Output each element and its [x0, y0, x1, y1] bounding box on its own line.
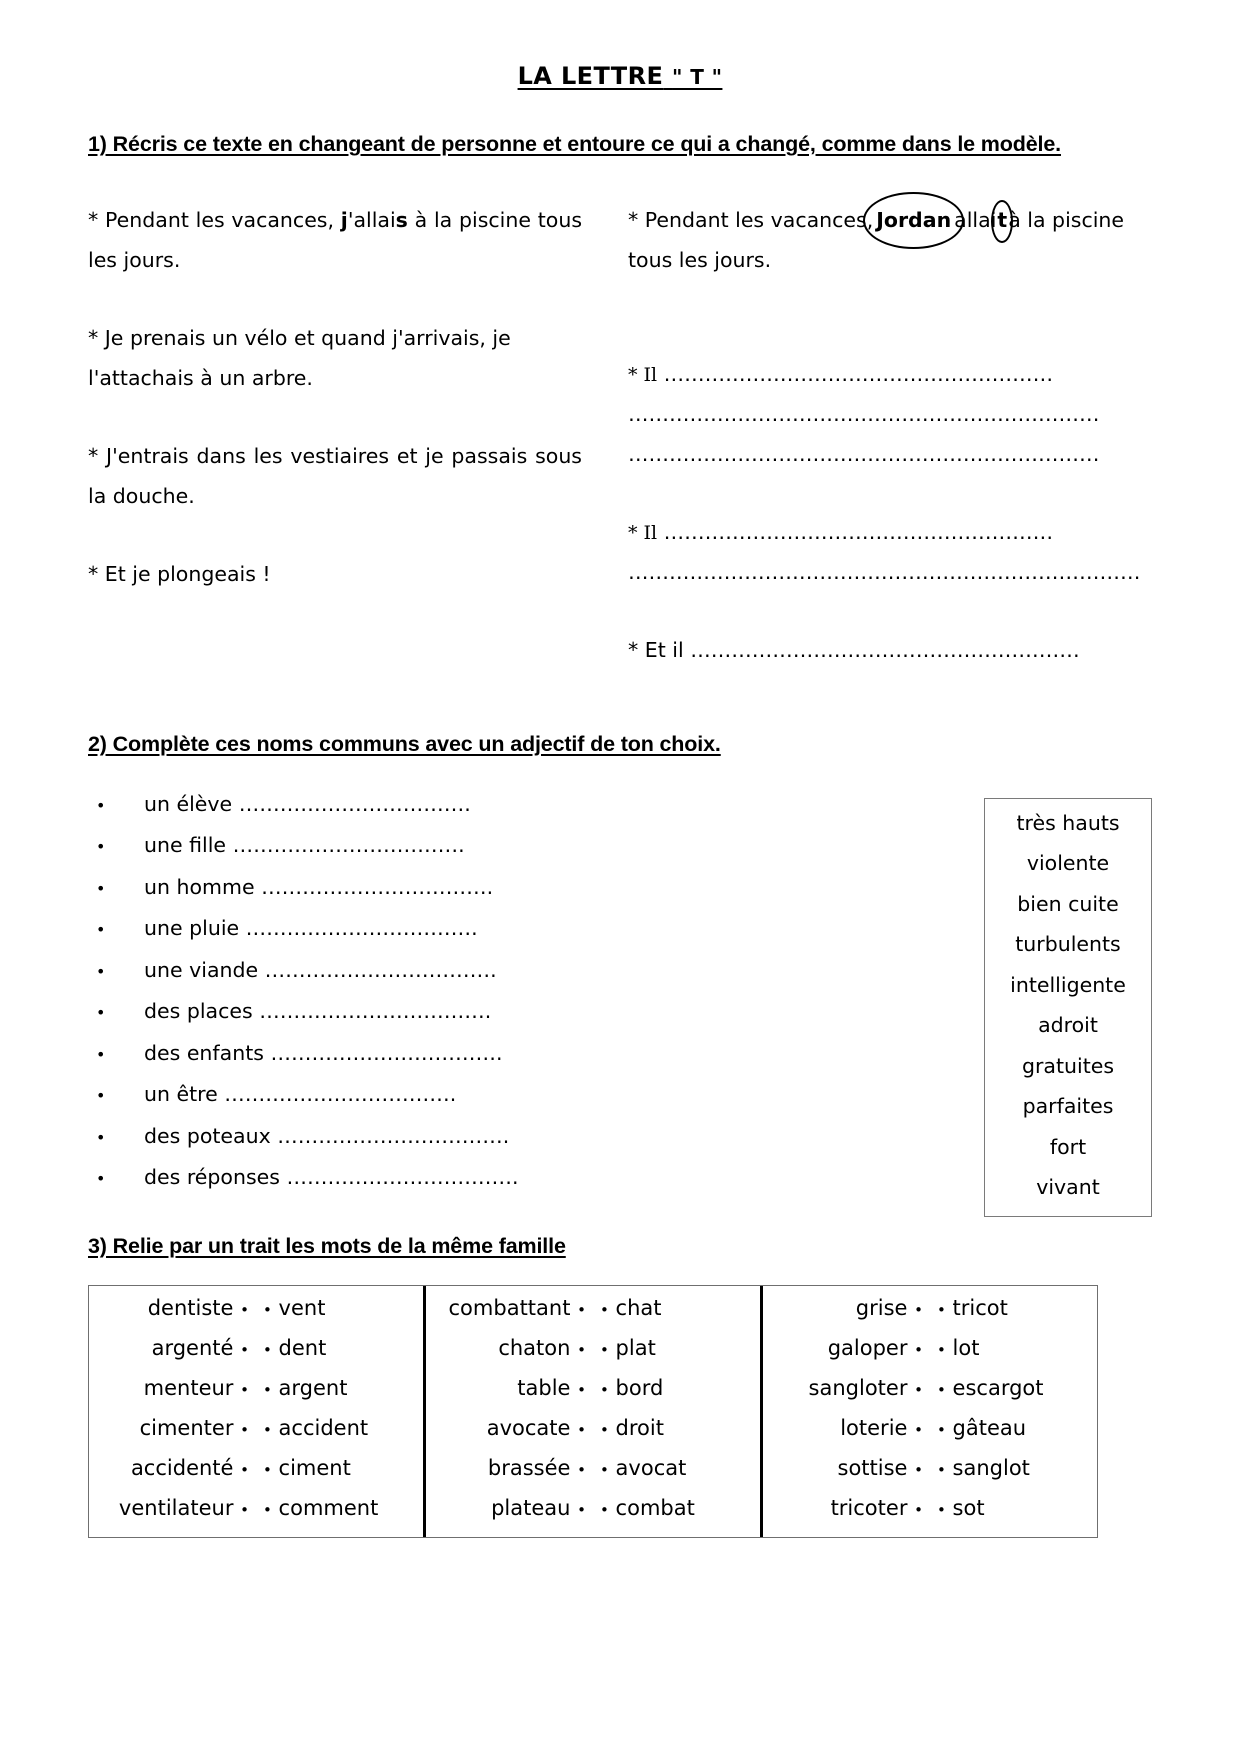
- matching-column-2: [423, 1286, 760, 1537]
- word-left-label: avocate: [486, 1416, 571, 1441]
- word-left-label: tricoter: [830, 1496, 908, 1521]
- word-right[interactable]: [930, 1378, 1087, 1399]
- dotted-fill-2-1: …………………………………………………: [663, 362, 1054, 387]
- word-left[interactable]: [99, 1338, 256, 1359]
- answer-prefix-et-il: * Et il: [628, 638, 684, 663]
- bullet-icon: •: [96, 1169, 106, 1189]
- model-sentence-1-b: 'allai: [347, 208, 396, 233]
- word-left[interactable]: [436, 1418, 593, 1439]
- word-left-label: dentiste: [147, 1296, 234, 1321]
- connector-dot-left-icon[interactable]: •: [914, 1501, 923, 1520]
- connector-dot-left-icon[interactable]: •: [240, 1341, 249, 1360]
- noun-label: un être: [144, 1082, 218, 1107]
- connector-dot-right-icon[interactable]: •: [263, 1381, 272, 1400]
- noun-blank-list: [88, 791, 960, 1209]
- noun-label: une pluie: [144, 916, 240, 941]
- connector-dot-right-icon[interactable]: •: [263, 1461, 272, 1480]
- word-left[interactable]: [773, 1458, 930, 1479]
- spacer-1: [628, 319, 1152, 355]
- bullet-icon: •: [96, 795, 106, 815]
- word-left-label: combattant: [448, 1296, 571, 1321]
- list-item[interactable]: [88, 1040, 960, 1065]
- exercise-1-heading: 1) Récris ce texte en changeant de personne et entoure ce qui a changé, comme dans le modèle.: [88, 131, 1061, 156]
- connector-dot-left-icon[interactable]: •: [914, 1341, 923, 1360]
- word-right-label: argent: [278, 1376, 348, 1401]
- connector-dot-left-icon[interactable]: •: [577, 1301, 586, 1320]
- bullet-icon: •: [96, 837, 106, 857]
- word-left-label: loterie: [840, 1416, 908, 1441]
- word-left-label: sottise: [837, 1456, 908, 1481]
- table-row[interactable]: [436, 1418, 750, 1439]
- word-right[interactable]: [256, 1338, 413, 1359]
- word-right-label: escargot: [952, 1376, 1044, 1401]
- word-left[interactable]: [99, 1458, 256, 1479]
- noun-label: des enfants: [144, 1040, 264, 1065]
- list-item-text: [144, 1123, 510, 1148]
- table-row[interactable]: [436, 1498, 750, 1519]
- connector-dot-right-icon[interactable]: •: [600, 1501, 609, 1520]
- word-left-label: galoper: [827, 1336, 908, 1361]
- list-item[interactable]: [88, 791, 960, 816]
- source-sentence-2: * Je prenais un vélo et quand j'arrivais, je l'attachais à un arbre.: [88, 326, 511, 391]
- word-right[interactable]: [256, 1418, 413, 1439]
- word-left[interactable]: [99, 1498, 256, 1519]
- connector-dot-right-icon[interactable]: •: [600, 1421, 609, 1440]
- word-left-label: menteur: [143, 1376, 234, 1401]
- word-right-label: sanglot: [952, 1456, 1030, 1481]
- connector-dot-left-icon[interactable]: •: [914, 1421, 923, 1440]
- word-family-matching-table: [88, 1285, 1098, 1538]
- connector-dot-left-icon[interactable]: •: [914, 1381, 923, 1400]
- word-right[interactable]: [593, 1498, 750, 1519]
- page-title-quoted: " T ": [672, 65, 723, 89]
- connector-dot-right-icon[interactable]: •: [600, 1461, 609, 1480]
- word-bank-item[interactable]: turbulents: [1015, 932, 1121, 957]
- answer-blank-3-line-2[interactable]: …………………………………………………………………: [628, 560, 1141, 585]
- word-left[interactable]: [436, 1458, 593, 1479]
- connector-dot-left-icon[interactable]: •: [577, 1501, 586, 1520]
- noun-label: des réponses: [144, 1165, 280, 1190]
- spacer-before-ex2: [88, 671, 1152, 729]
- answer-blank-2-line-3[interactable]: ……………………………………………………………: [628, 442, 1100, 467]
- exercise-2-heading: 2) Complète ces noms communs avec un adjectif de ton choix.: [88, 732, 721, 757]
- word-left-label: accidenté: [130, 1456, 234, 1481]
- word-left-label: chaton: [498, 1336, 571, 1361]
- noun-label: une viande: [144, 957, 259, 982]
- word-left-label: cimenter: [139, 1416, 234, 1441]
- spacer-3: [628, 593, 1152, 631]
- word-right[interactable]: [930, 1458, 1087, 1479]
- table-row[interactable]: [99, 1298, 413, 1319]
- word-left[interactable]: [773, 1338, 930, 1359]
- list-item[interactable]: [88, 957, 960, 982]
- word-right-label: gâteau: [952, 1416, 1027, 1441]
- connector-dot-right-icon[interactable]: •: [937, 1421, 946, 1440]
- word-left[interactable]: [99, 1378, 256, 1399]
- answer-sentence-1-c: à la piscine tous les jours.: [628, 208, 1125, 273]
- table-row[interactable]: [99, 1378, 413, 1399]
- connector-dot-right-icon[interactable]: •: [263, 1341, 272, 1360]
- table-row[interactable]: [436, 1298, 750, 1319]
- connector-dot-right-icon[interactable]: •: [937, 1461, 946, 1480]
- answer-sentence-1-b: allai: [954, 208, 997, 233]
- answer-blank-group-3[interactable]: [628, 513, 1152, 593]
- word-right-label: combat: [615, 1496, 695, 1521]
- dotted-blank: …………………………….: [277, 1123, 510, 1148]
- word-left-label: table: [517, 1376, 571, 1401]
- noun-label: des poteaux: [144, 1123, 271, 1148]
- word-right-label: droit: [615, 1416, 664, 1441]
- noun-label: des places: [144, 999, 253, 1024]
- word-right[interactable]: [930, 1418, 1087, 1439]
- word-right[interactable]: [256, 1378, 413, 1399]
- table-row[interactable]: [773, 1298, 1087, 1319]
- word-left-label: brassée: [487, 1456, 571, 1481]
- word-right-label: tricot: [952, 1296, 1008, 1321]
- answer-prefix-il-3: * Il: [628, 522, 658, 545]
- answer-blank-3-line-1[interactable]: [628, 513, 1152, 553]
- connector-dot-right-icon[interactable]: •: [937, 1381, 946, 1400]
- word-bank-item[interactable]: très hauts: [1016, 810, 1120, 835]
- bullet-icon: •: [96, 1003, 106, 1023]
- table-row[interactable]: [773, 1498, 1087, 1519]
- word-right-label: lot: [952, 1336, 980, 1361]
- list-item-text: [144, 1167, 519, 1188]
- connector-dot-left-icon[interactable]: •: [240, 1301, 249, 1320]
- list-item-text: [144, 1001, 491, 1022]
- word-left[interactable]: [436, 1298, 593, 1319]
- word-right-label: avocat: [615, 1456, 687, 1481]
- list-item-text: [144, 874, 494, 899]
- word-left[interactable]: [773, 1298, 930, 1319]
- exercise-1-right-column: [620, 201, 1152, 671]
- list-item[interactable]: [88, 1167, 960, 1188]
- dotted-blank: …………………………….: [270, 1040, 503, 1065]
- answer-blank-group-2[interactable]: [628, 355, 1152, 475]
- word-left[interactable]: [99, 1298, 256, 1319]
- word-right-label: accident: [278, 1416, 369, 1441]
- matching-column-3: [760, 1286, 1097, 1537]
- spacer-before-ex3: [88, 1217, 1152, 1231]
- dotted-fill-4-1: …………………………………………………: [690, 638, 1080, 663]
- connector-dot-right-icon[interactable]: •: [600, 1341, 609, 1360]
- dotted-blank: …………………………….: [238, 791, 471, 816]
- table-row[interactable]: [99, 1338, 413, 1359]
- source-sentence-4: * Et je plongeais !: [88, 562, 271, 587]
- word-left[interactable]: [99, 1418, 256, 1439]
- word-bank-item[interactable]: violente: [1026, 851, 1110, 876]
- exercise-1-left-column: [88, 201, 620, 671]
- bullet-icon: •: [96, 1127, 106, 1147]
- word-left-label: argenté: [151, 1336, 234, 1361]
- word-bank-item[interactable]: fort: [1049, 1134, 1087, 1159]
- list-item-text: [144, 1040, 503, 1065]
- table-row[interactable]: [99, 1418, 413, 1439]
- noun-label: un élève: [144, 791, 233, 816]
- word-right-label: chat: [615, 1296, 662, 1321]
- spacer-2: [628, 475, 1152, 513]
- bullet-icon: •: [96, 961, 106, 981]
- table-row[interactable]: [773, 1378, 1087, 1399]
- answer-blank-group-4[interactable]: [628, 631, 1152, 671]
- connector-dot-left-icon[interactable]: •: [240, 1421, 249, 1440]
- answer-sentence-1: [628, 201, 1152, 281]
- word-right-label: ciment: [278, 1456, 351, 1481]
- word-right[interactable]: [256, 1458, 413, 1479]
- connector-dot-right-icon[interactable]: •: [263, 1421, 272, 1440]
- dotted-blank: …………………………….: [232, 833, 465, 858]
- word-right[interactable]: [930, 1498, 1087, 1519]
- word-left[interactable]: [436, 1338, 593, 1359]
- connector-dot-right-icon[interactable]: •: [600, 1301, 609, 1320]
- connector-dot-left-icon[interactable]: •: [240, 1381, 249, 1400]
- connector-dot-left-icon[interactable]: •: [240, 1501, 249, 1520]
- model-sentence-1: [88, 201, 582, 281]
- answer-prefix-il-2: * Il: [628, 364, 658, 387]
- table-row[interactable]: [436, 1338, 750, 1359]
- word-right[interactable]: [930, 1298, 1087, 1319]
- model-sentence-1-a: * Pendant les vacances,: [88, 208, 341, 233]
- word-right[interactable]: [593, 1298, 750, 1319]
- word-left[interactable]: [773, 1498, 930, 1519]
- word-right-label: vent: [278, 1296, 326, 1321]
- dotted-blank: …………………………….: [245, 916, 478, 941]
- table-row[interactable]: [436, 1378, 750, 1399]
- word-left[interactable]: [773, 1378, 930, 1399]
- word-right[interactable]: [593, 1338, 750, 1359]
- source-sentence-3: * J'entrais dans les vestiaires et je passais sous la douche.: [88, 444, 582, 509]
- word-bank-item[interactable]: bien cuite: [1017, 891, 1119, 916]
- list-item[interactable]: [88, 1123, 960, 1148]
- dotted-blank: …………………………….: [224, 1082, 457, 1107]
- model-sentence-1-c: à la piscine tous les jours.: [88, 208, 582, 273]
- answer-blank-4-line-1[interactable]: [628, 631, 1152, 671]
- word-bank-item[interactable]: gratuites: [1021, 1053, 1115, 1078]
- page-title: [88, 62, 1152, 91]
- circled-word-jordan: Jordan: [873, 201, 954, 241]
- word-bank-item[interactable]: adroit: [1038, 1013, 1098, 1038]
- matching-column-1: [89, 1286, 423, 1537]
- bullet-icon: •: [96, 1044, 106, 1064]
- page-title-main: LA LETTRE: [517, 62, 664, 90]
- list-item-text: [144, 1084, 456, 1105]
- connector-dot-left-icon[interactable]: •: [577, 1381, 586, 1400]
- connector-dot-right-icon[interactable]: •: [263, 1501, 272, 1520]
- table-row[interactable]: [99, 1458, 413, 1479]
- model-sentence-1-bold-s: s: [395, 208, 408, 233]
- connector-dot-right-icon[interactable]: •: [600, 1381, 609, 1400]
- bullet-icon: •: [96, 920, 106, 940]
- word-right-label: dent: [278, 1336, 327, 1361]
- table-row[interactable]: [99, 1498, 413, 1519]
- word-left[interactable]: [773, 1418, 930, 1439]
- dotted-blank: …………………………….: [261, 874, 494, 899]
- noun-label: un homme: [144, 874, 255, 899]
- bullet-icon: •: [96, 1086, 106, 1106]
- word-right[interactable]: [256, 1298, 413, 1319]
- connector-dot-left-icon[interactable]: •: [914, 1301, 923, 1320]
- word-bank-item[interactable]: parfaites: [1022, 1094, 1114, 1119]
- connector-dot-right-icon[interactable]: •: [937, 1341, 946, 1360]
- connector-dot-right-icon[interactable]: •: [937, 1301, 946, 1320]
- adjective-word-bank: [984, 798, 1152, 1217]
- list-item-text: [144, 918, 478, 939]
- word-bank-item[interactable]: intelligente: [1010, 972, 1126, 997]
- word-right[interactable]: [930, 1338, 1087, 1359]
- word-left-label: sangloter: [808, 1376, 908, 1401]
- list-item[interactable]: [88, 1001, 960, 1022]
- word-left[interactable]: [436, 1498, 593, 1519]
- exercise-1-body: [88, 201, 1152, 671]
- table-row[interactable]: [773, 1458, 1087, 1479]
- list-item-text: [144, 791, 471, 816]
- model-sentence-1-bold-j: j: [340, 208, 348, 233]
- list-item[interactable]: [88, 1084, 960, 1105]
- answer-blank-2-line-1[interactable]: [628, 355, 1152, 395]
- word-left-label: grise: [855, 1296, 908, 1321]
- connector-dot-left-icon[interactable]: •: [577, 1421, 586, 1440]
- word-left[interactable]: [436, 1378, 593, 1399]
- table-row[interactable]: [773, 1338, 1087, 1359]
- word-right[interactable]: [593, 1418, 750, 1439]
- connector-dot-left-icon[interactable]: •: [914, 1461, 923, 1480]
- connector-dot-left-icon[interactable]: •: [240, 1461, 249, 1480]
- list-item[interactable]: [88, 918, 960, 939]
- word-bank-item[interactable]: vivant: [1036, 1175, 1100, 1200]
- word-right[interactable]: [593, 1458, 750, 1479]
- bullet-icon: •: [96, 878, 106, 898]
- circled-letter-t: t: [996, 201, 1008, 241]
- word-left-label: plateau: [491, 1496, 571, 1521]
- word-right[interactable]: [256, 1498, 413, 1519]
- list-item-text: [144, 957, 497, 982]
- connector-dot-left-icon[interactable]: •: [577, 1461, 586, 1480]
- exercise-2-body: [88, 791, 1152, 1217]
- connector-dot-right-icon[interactable]: •: [263, 1301, 272, 1320]
- exercise-3-heading: 3) Relie par un trait les mots de la même famille: [88, 1233, 566, 1258]
- table-row[interactable]: [773, 1418, 1087, 1439]
- list-item[interactable]: [88, 874, 960, 899]
- word-right-label: comment: [278, 1496, 379, 1521]
- table-row[interactable]: [436, 1458, 750, 1479]
- connector-dot-left-icon[interactable]: •: [577, 1341, 586, 1360]
- word-right[interactable]: [593, 1378, 750, 1399]
- list-item-text: [144, 835, 465, 856]
- answer-blank-2-line-2[interactable]: ……………………………………………………………: [628, 402, 1100, 427]
- dotted-fill-3-1: …………………………………………………: [663, 520, 1054, 545]
- answer-sentence-1-a: * Pendant les vacances,: [628, 208, 874, 233]
- dotted-blank: …………………………….: [264, 957, 497, 982]
- dotted-blank: …………………………….: [259, 999, 492, 1024]
- noun-label: une fille: [144, 833, 227, 858]
- word-left-label: ventilateur: [118, 1496, 234, 1521]
- word-right-label: bord: [615, 1376, 664, 1401]
- connector-dot-right-icon[interactable]: •: [937, 1501, 946, 1520]
- list-item[interactable]: [88, 835, 960, 856]
- word-right-label: plat: [615, 1336, 656, 1361]
- dotted-blank: …………………………….: [286, 1165, 519, 1190]
- word-right-label: sot: [952, 1496, 985, 1521]
